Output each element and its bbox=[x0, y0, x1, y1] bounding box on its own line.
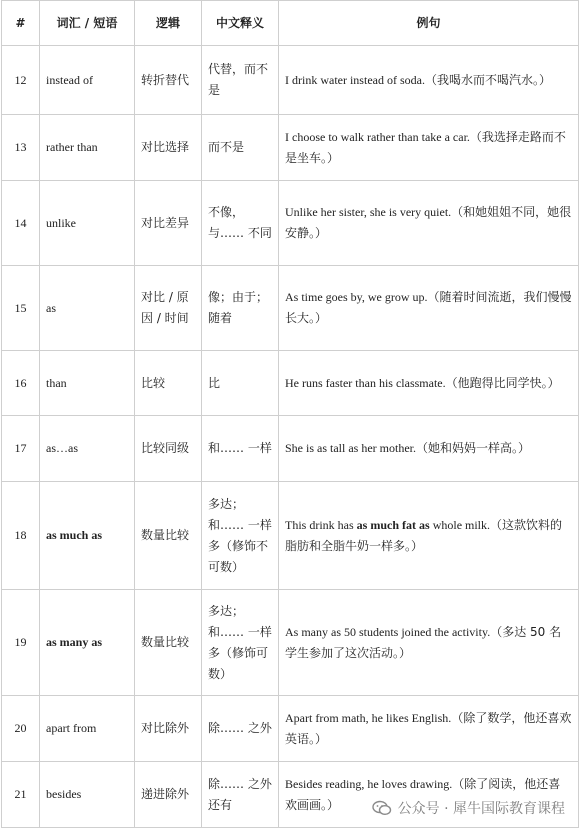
row-logic: 比较 bbox=[135, 351, 202, 416]
row-logic: 对比差异 bbox=[135, 181, 202, 266]
row-meaning: 和…… 一样 bbox=[202, 416, 279, 482]
row-logic: 递进除外 bbox=[135, 762, 202, 828]
row-example: As many as 50 students joined the activity.（多达 50 名学生参加了这次活动。） bbox=[279, 590, 579, 696]
row-num: 19 bbox=[2, 590, 40, 696]
row-example: Unlike her sister, she is very quiet.（和她姐姐不同，她很安静。） bbox=[279, 181, 579, 266]
row-meaning: 而不是 bbox=[202, 115, 279, 181]
header-example: 例句 bbox=[279, 1, 579, 46]
header-row bbox=[2, 1, 579, 46]
row-logic: 比较同级 bbox=[135, 416, 202, 482]
row-example: Besides reading, he loves drawing.（除了阅读，他还喜欢画画。） bbox=[279, 762, 579, 828]
table-row bbox=[2, 115, 579, 181]
table-row bbox=[2, 696, 579, 762]
row-logic: 对比选择 bbox=[135, 115, 202, 181]
table-row bbox=[2, 46, 579, 115]
row-example: As time goes by, we grow up.（随着时间流逝，我们慢慢长大。） bbox=[279, 266, 579, 351]
row-example: Apart from math, he likes English.（除了数学，他还喜欢英语。） bbox=[279, 696, 579, 762]
header-num: # bbox=[2, 1, 40, 46]
table-row bbox=[2, 482, 579, 590]
row-meaning: 多达；和…… 一样多（修饰可数） bbox=[202, 590, 279, 696]
row-meaning: 像；由于；随着 bbox=[202, 266, 279, 351]
row-meaning: 不像，与…… 不同 bbox=[202, 181, 279, 266]
table-row bbox=[2, 590, 579, 696]
row-term: instead of bbox=[40, 46, 135, 115]
row-num: 15 bbox=[2, 266, 40, 351]
row-term: as bbox=[40, 266, 135, 351]
row-meaning: 除…… 之外 bbox=[202, 696, 279, 762]
row-term: as many as bbox=[40, 590, 135, 696]
table-row bbox=[2, 266, 579, 351]
table-row bbox=[2, 181, 579, 266]
row-example: She is as tall as her mother.（她和妈妈一样高。） bbox=[279, 416, 579, 482]
row-num: 14 bbox=[2, 181, 40, 266]
vocab-table bbox=[1, 0, 579, 828]
row-logic: 转折替代 bbox=[135, 46, 202, 115]
wechat-icon bbox=[372, 800, 392, 816]
row-term: unlike bbox=[40, 181, 135, 266]
row-num: 12 bbox=[2, 46, 40, 115]
table-row bbox=[2, 351, 579, 416]
row-logic: 数量比较 bbox=[135, 482, 202, 590]
row-example: I drink water instead of soda.（我喝水而不喝汽水。） bbox=[279, 46, 579, 115]
row-term: as…as bbox=[40, 416, 135, 482]
row-num: 18 bbox=[2, 482, 40, 590]
row-term: than bbox=[40, 351, 135, 416]
row-meaning: 代替，而不是 bbox=[202, 46, 279, 115]
row-num: 13 bbox=[2, 115, 40, 181]
row-meaning: 多达；和…… 一样多（修饰不可数） bbox=[202, 482, 279, 590]
row-meaning: 比 bbox=[202, 351, 279, 416]
row-meaning: 除…… 之外还有 bbox=[202, 762, 279, 828]
header-logic: 逻辑 bbox=[135, 1, 202, 46]
row-term: rather than bbox=[40, 115, 135, 181]
row-term: besides bbox=[40, 762, 135, 828]
watermark bbox=[372, 798, 565, 818]
row-num: 20 bbox=[2, 696, 40, 762]
row-num: 21 bbox=[2, 762, 40, 828]
row-num: 16 bbox=[2, 351, 40, 416]
row-logic: 对比除外 bbox=[135, 696, 202, 762]
row-term: as much as bbox=[40, 482, 135, 590]
table-row bbox=[2, 416, 579, 482]
row-example: He runs faster than his classmate.（他跑得比同学快。） bbox=[279, 351, 579, 416]
row-example: I choose to walk rather than take a car.（我选择走路而不是坐车。） bbox=[279, 115, 579, 181]
row-example: This drink has as much fat as whole milk.（这款饮料的脂肪和全脂牛奶一样多。） bbox=[279, 482, 579, 590]
row-logic: 对比 / 原因 / 时间 bbox=[135, 266, 202, 351]
row-logic: 数量比较 bbox=[135, 590, 202, 696]
row-num: 17 bbox=[2, 416, 40, 482]
row-term: apart from bbox=[40, 696, 135, 762]
header-meaning: 中文释义 bbox=[202, 1, 279, 46]
header-term: 词汇 / 短语 bbox=[40, 1, 135, 46]
watermark-text: 公众号 · 犀牛国际教育课程 bbox=[397, 801, 565, 817]
